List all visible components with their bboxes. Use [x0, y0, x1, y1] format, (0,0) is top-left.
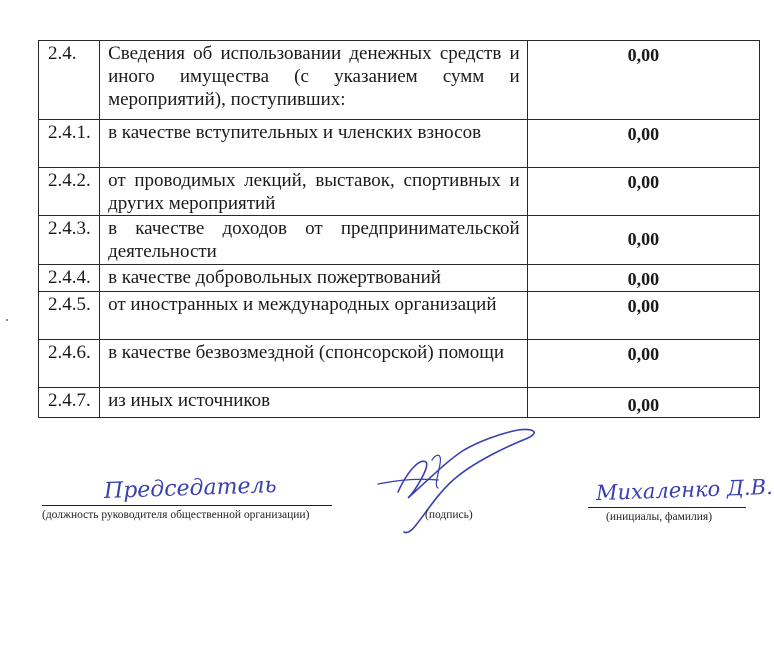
row-description: от проводимых лекций, выставок, спортивных и других мероприятий — [100, 168, 528, 216]
row-value: 0,00 — [527, 388, 759, 418]
row-description: Сведения об использовании денежных средств и иного имущества (с указанием сумм и мероприятий), поступивших: — [100, 41, 528, 120]
signature-scribble — [368, 420, 548, 540]
row-number: 2.4.2. — [39, 168, 100, 216]
row-number: 2.4.6. — [39, 340, 100, 388]
name-caption: (инициалы, фамилия) — [606, 511, 713, 523]
position-handwritten: Председатель — [103, 472, 277, 505]
name-line — [588, 507, 746, 508]
table-row — [39, 340, 760, 388]
row-number: 2.4.4. — [39, 265, 100, 292]
row-value: 0,00 — [527, 292, 759, 340]
row-value: 0,00 — [527, 340, 759, 388]
data-table — [38, 40, 760, 418]
row-number: 2.4. — [39, 41, 100, 120]
row-description: в качестве безвозмездной (спонсорской) помощи — [100, 340, 528, 388]
row-number: 2.4.3. — [39, 216, 100, 265]
row-description: в качестве добровольных пожертвований — [100, 265, 528, 292]
position-caption: (должность руководителя общественной организации) — [42, 509, 310, 521]
row-number: 2.4.5. — [39, 292, 100, 340]
row-value: 0,00 — [527, 120, 759, 168]
table-row — [39, 265, 760, 292]
row-value: 0,00 — [527, 216, 759, 265]
row-value: 0,00 — [527, 265, 759, 292]
table-row — [39, 216, 760, 265]
table-row — [39, 120, 760, 168]
table-row — [39, 292, 760, 340]
signature-caption: (подпись) — [425, 509, 473, 521]
row-number: 2.4.7. — [39, 388, 100, 418]
name-handwritten: Михаленко Д.В. — [595, 474, 774, 506]
table-row — [39, 168, 760, 216]
row-description: от иностранных и международных организаций — [100, 292, 528, 340]
row-number: 2.4.1. — [39, 120, 100, 168]
row-description: из иных источников — [100, 388, 528, 418]
row-value: 0,00 — [527, 41, 759, 120]
position-line — [42, 505, 332, 506]
row-description: в качестве вступительных и членских взносов — [100, 120, 528, 168]
row-value: 0,00 — [527, 168, 759, 216]
table-row — [39, 41, 760, 120]
row-description: в качестве доходов от предпринимательской деятельности — [100, 216, 528, 265]
table-row — [39, 388, 760, 418]
scan-speck — [6, 319, 8, 321]
